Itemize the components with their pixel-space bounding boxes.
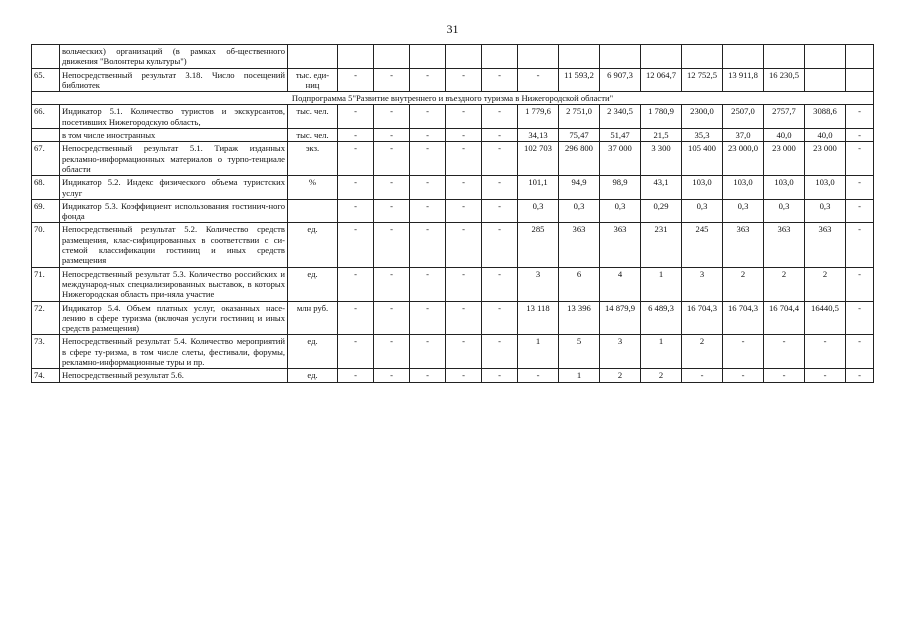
unit-cell: тыс. чел. (288, 105, 338, 129)
value-cell: - (446, 105, 482, 129)
value-cell: 40,0 (805, 129, 846, 142)
value-cell: - (338, 105, 374, 129)
value-cell: - (374, 335, 410, 369)
value-cell: 4 (600, 267, 641, 301)
value-cell: - (723, 369, 764, 382)
indicator-name: в том числе иностранных (60, 129, 288, 142)
table-row (32, 335, 874, 369)
value-cell: 11 593,2 (559, 68, 600, 92)
value-cell: 94,9 (559, 176, 600, 200)
value-cell: 6 (559, 267, 600, 301)
value-cell: - (410, 335, 446, 369)
table-row (32, 45, 874, 69)
value-cell: - (338, 142, 374, 176)
value-cell: - (518, 68, 559, 92)
value-cell: - (446, 301, 482, 335)
value-cell: - (446, 369, 482, 382)
value-cell: - (764, 335, 805, 369)
indicator-name: Непосредственный результат 5.6. (60, 369, 288, 382)
value-cell: 363 (764, 223, 805, 267)
value-cell: 2507,0 (723, 105, 764, 129)
value-cell (482, 45, 518, 69)
value-cell: - (764, 369, 805, 382)
value-cell (338, 45, 374, 69)
value-cell: - (482, 129, 518, 142)
value-cell: - (482, 176, 518, 200)
value-cell: 363 (805, 223, 846, 267)
value-cell: 103,0 (764, 176, 805, 200)
value-cell (410, 45, 446, 69)
value-cell: 1 780,9 (641, 105, 682, 129)
value-cell: - (338, 176, 374, 200)
row-number: 71. (32, 267, 60, 301)
value-cell: 40,0 (764, 129, 805, 142)
value-cell: 363 (559, 223, 600, 267)
indicator-name: Индикатор 5.4. Объем платных услуг, оказанных насе-лению в сфере туризма (включая услуги гостиниц и иных средств размещения) (60, 301, 288, 335)
value-cell: - (446, 176, 482, 200)
value-cell: 16 704,4 (764, 301, 805, 335)
value-cell: 98,9 (600, 176, 641, 200)
value-cell: - (446, 335, 482, 369)
value-cell: 0,3 (518, 199, 559, 223)
value-cell: 2 (682, 335, 723, 369)
value-cell: 101,1 (518, 176, 559, 200)
value-cell: - (410, 301, 446, 335)
indicator-name: Непосредственный результат 3.18. Число посещений библиотек (60, 68, 288, 92)
value-cell: - (338, 223, 374, 267)
value-cell: - (482, 142, 518, 176)
value-cell: 3 (518, 267, 559, 301)
value-cell: 1 779,6 (518, 105, 559, 129)
indicator-table (31, 44, 874, 383)
value-cell: - (338, 369, 374, 382)
empty-cell (846, 45, 874, 69)
value-cell: - (446, 129, 482, 142)
value-cell: - (482, 105, 518, 129)
value-cell: 3 (682, 267, 723, 301)
value-cell: 2 (805, 267, 846, 301)
value-cell (600, 45, 641, 69)
value-cell: - (446, 199, 482, 223)
value-cell (805, 68, 846, 92)
value-cell: - (846, 142, 874, 176)
value-cell: 0,3 (805, 199, 846, 223)
value-cell: 75,47 (559, 129, 600, 142)
value-cell: 3 300 (641, 142, 682, 176)
value-cell: - (518, 369, 559, 382)
indicator-name: Непосредственный результат 5.3. Количество российских и международ-ных специализированных выставок, в которых Нижегородская область при-няла участие (60, 267, 288, 301)
value-cell: 1 (559, 369, 600, 382)
value-cell: 3088,6 (805, 105, 846, 129)
row-number: 65. (32, 68, 60, 92)
value-cell: - (482, 199, 518, 223)
value-cell: - (482, 223, 518, 267)
value-cell: 12 752,5 (682, 68, 723, 92)
row-number: 68. (32, 176, 60, 200)
value-cell: 5 (559, 335, 600, 369)
value-cell: - (374, 199, 410, 223)
value-cell: 0,3 (682, 199, 723, 223)
value-cell: - (374, 267, 410, 301)
value-cell: 16 704,3 (682, 301, 723, 335)
value-cell: 2 (764, 267, 805, 301)
value-cell: 0,3 (764, 199, 805, 223)
value-cell: - (338, 267, 374, 301)
value-cell: 6 489,3 (641, 301, 682, 335)
indicator-name: Непосредственный результат 5.1. Тираж изданных рекламно-информационных материалов о турпо-тенциале области (60, 142, 288, 176)
value-cell (723, 45, 764, 69)
value-cell: 2 751,0 (559, 105, 600, 129)
table-row (32, 105, 874, 129)
value-cell: - (374, 105, 410, 129)
indicator-name: вольческих) организаций (в рамках об-щественного движения "Волонтеры культуры") (60, 45, 288, 69)
value-cell: - (846, 335, 874, 369)
row-number (32, 45, 60, 69)
value-cell: - (410, 199, 446, 223)
value-cell: 103,0 (682, 176, 723, 200)
value-cell: 231 (641, 223, 682, 267)
value-cell: - (374, 129, 410, 142)
value-cell: - (805, 369, 846, 382)
value-cell: - (846, 199, 874, 223)
unit-cell: ед. (288, 369, 338, 382)
value-cell: 1 (518, 335, 559, 369)
value-cell: 34,13 (518, 129, 559, 142)
value-cell: 13 396 (559, 301, 600, 335)
value-cell: - (374, 369, 410, 382)
row-number: 73. (32, 335, 60, 369)
value-cell: 6 907,3 (600, 68, 641, 92)
value-cell: 0,3 (559, 199, 600, 223)
value-cell: 16 704,3 (723, 301, 764, 335)
value-cell (559, 45, 600, 69)
value-cell: 2757,7 (764, 105, 805, 129)
unit-cell (288, 199, 338, 223)
value-cell: - (482, 335, 518, 369)
value-cell: 51,47 (600, 129, 641, 142)
indicator-name: Индикатор 5.3. Коэффициент использования гостинич-ного фонда (60, 199, 288, 223)
value-cell: - (805, 335, 846, 369)
value-cell: - (374, 176, 410, 200)
value-cell: - (410, 176, 446, 200)
value-cell: - (410, 223, 446, 267)
value-cell: 43,1 (641, 176, 682, 200)
value-cell: - (846, 301, 874, 335)
value-cell: 3 (600, 335, 641, 369)
table-row (32, 199, 874, 223)
row-number: 69. (32, 199, 60, 223)
value-cell: 23 000 (764, 142, 805, 176)
value-cell: 2300,0 (682, 105, 723, 129)
table-row (32, 176, 874, 200)
table-row (32, 68, 874, 92)
value-cell: - (410, 267, 446, 301)
value-cell: - (410, 369, 446, 382)
value-cell: 1 (641, 267, 682, 301)
section-title: Подпрограмма 5"Развитие внутреннего и въездного туризма в Нижегородской области" (32, 92, 874, 105)
page-number: 31 (446, 22, 459, 36)
row-number: 67. (32, 142, 60, 176)
indicator-name: Непосредственный результат 5.2. Количество средств размещения, клас-сифицированных в соответствии с си-стемой классификации гостиниц и иных средств размещения (60, 223, 288, 267)
value-cell (374, 45, 410, 69)
value-cell: 37,0 (723, 129, 764, 142)
value-cell: 102 703 (518, 142, 559, 176)
unit-cell: тыс. чел. (288, 129, 338, 142)
value-cell: - (338, 129, 374, 142)
unit-cell: ед. (288, 335, 338, 369)
value-cell: 2 (723, 267, 764, 301)
indicator-name: Непосредственный результат 5.4. Количество мероприятий в сфере ту-ризма, в том числе слеты, фестивали, форумы, рекламно-информационные туры и пр. (60, 335, 288, 369)
value-cell (446, 45, 482, 69)
value-cell: - (846, 223, 874, 267)
indicator-name: Индикатор 5.1. Количество туристов и экскурсантов, посетивших Нижегородскую область, (60, 105, 288, 129)
value-cell: 2 (641, 369, 682, 382)
value-cell: - (482, 267, 518, 301)
value-cell: 12 064,7 (641, 68, 682, 92)
value-cell: 14 879,9 (600, 301, 641, 335)
unit-cell (288, 45, 338, 69)
row-number: 72. (32, 301, 60, 335)
value-cell: - (482, 68, 518, 92)
value-cell: 21,5 (641, 129, 682, 142)
value-cell: 245 (682, 223, 723, 267)
value-cell: 16440,5 (805, 301, 846, 335)
row-number: 70. (32, 223, 60, 267)
value-cell: 23 000,0 (723, 142, 764, 176)
value-cell (641, 45, 682, 69)
value-cell: - (410, 142, 446, 176)
value-cell: - (846, 105, 874, 129)
value-cell: - (410, 105, 446, 129)
table-row (32, 129, 874, 142)
value-cell: - (446, 223, 482, 267)
value-cell: - (338, 335, 374, 369)
value-cell: - (338, 301, 374, 335)
row-number: 74. (32, 369, 60, 382)
value-cell: - (446, 68, 482, 92)
value-cell: 363 (723, 223, 764, 267)
value-cell: - (846, 369, 874, 382)
value-cell: - (338, 199, 374, 223)
value-cell: 0,29 (641, 199, 682, 223)
value-cell: - (410, 68, 446, 92)
value-cell: 16 230,5 (764, 68, 805, 92)
value-cell: 0,3 (600, 199, 641, 223)
unit-cell: тыс. еди-ниц (288, 68, 338, 92)
value-cell: 103,0 (805, 176, 846, 200)
value-cell: 0,3 (723, 199, 764, 223)
value-cell: - (446, 142, 482, 176)
unit-cell: экз. (288, 142, 338, 176)
value-cell: - (846, 176, 874, 200)
unit-cell: млн руб. (288, 301, 338, 335)
value-cell: 296 800 (559, 142, 600, 176)
unit-cell: ед. (288, 223, 338, 267)
value-cell: 13 118 (518, 301, 559, 335)
value-cell (764, 45, 805, 69)
value-cell: - (723, 335, 764, 369)
table-row (32, 267, 874, 301)
value-cell: - (374, 301, 410, 335)
table-row (32, 369, 874, 382)
value-cell: 2 (600, 369, 641, 382)
value-cell: 13 911,8 (723, 68, 764, 92)
value-cell: 37 000 (600, 142, 641, 176)
value-cell: 23 000 (805, 142, 846, 176)
value-cell: - (482, 301, 518, 335)
value-cell: 35,3 (682, 129, 723, 142)
unit-cell: ед. (288, 267, 338, 301)
unit-cell: % (288, 176, 338, 200)
table-row (32, 142, 874, 176)
value-cell: - (482, 369, 518, 382)
value-cell: - (374, 68, 410, 92)
value-cell: - (374, 223, 410, 267)
value-cell: - (682, 369, 723, 382)
empty-cell (846, 68, 874, 92)
value-cell (805, 45, 846, 69)
row-number: 66. (32, 105, 60, 129)
value-cell (518, 45, 559, 69)
value-cell: - (846, 267, 874, 301)
value-cell: 285 (518, 223, 559, 267)
value-cell (682, 45, 723, 69)
table-row (32, 223, 874, 267)
row-number (32, 129, 60, 142)
value-cell: - (846, 129, 874, 142)
value-cell: - (338, 68, 374, 92)
value-cell: 1 (641, 335, 682, 369)
table-row (32, 301, 874, 335)
value-cell: - (374, 142, 410, 176)
section-row (32, 92, 874, 105)
value-cell: 105 400 (682, 142, 723, 176)
indicator-name: Индикатор 5.2. Индекс физического объема туристских услуг (60, 176, 288, 200)
value-cell: 363 (600, 223, 641, 267)
value-cell: 2 340,5 (600, 105, 641, 129)
value-cell: 103,0 (723, 176, 764, 200)
value-cell: - (446, 267, 482, 301)
value-cell: - (410, 129, 446, 142)
